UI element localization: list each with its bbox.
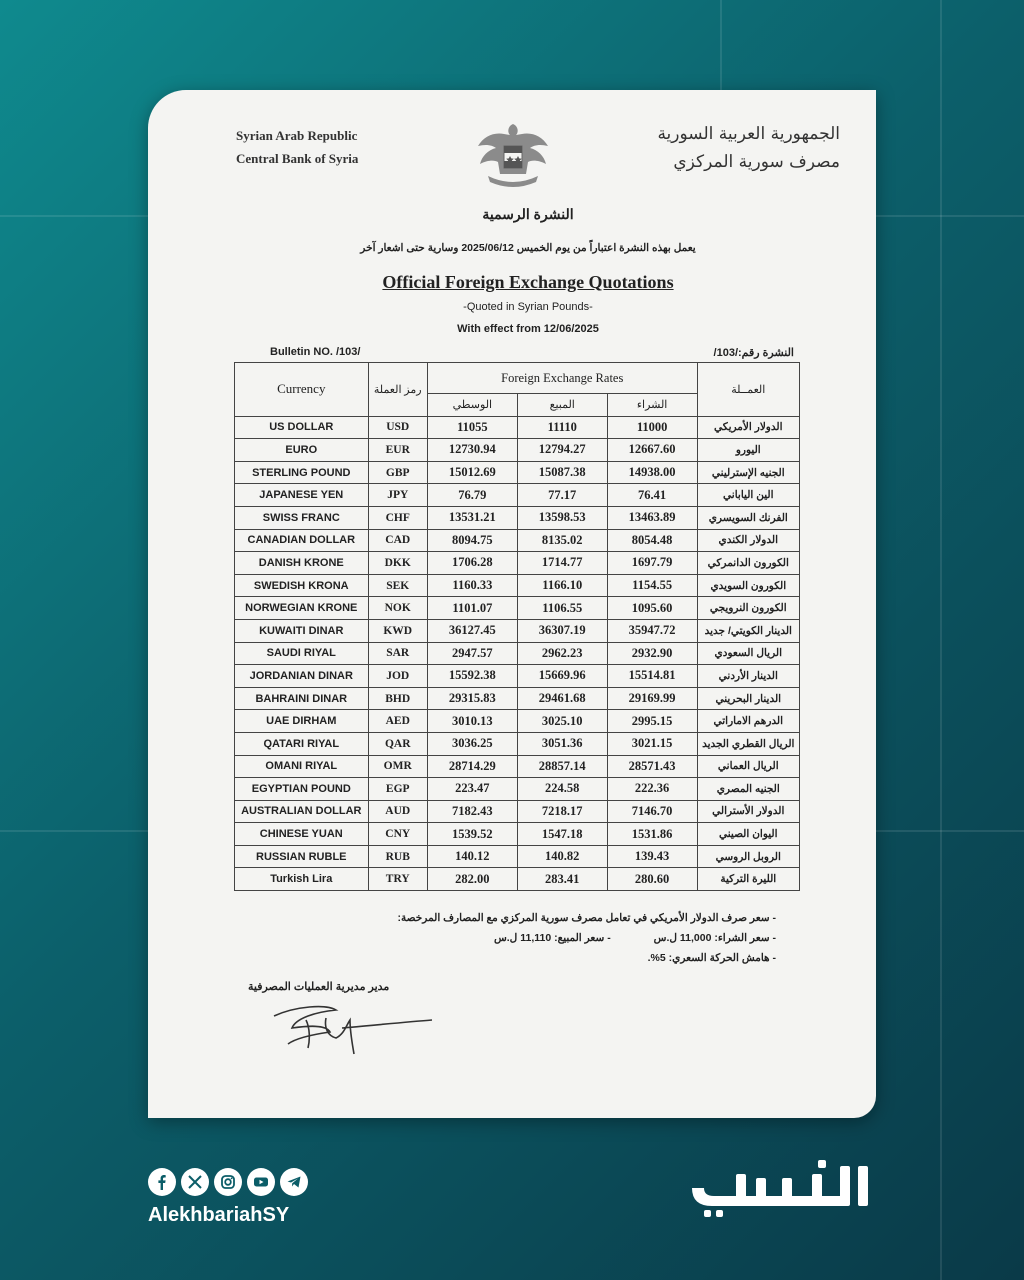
- currency-name-arabic: الفرنك السويسري: [697, 506, 799, 529]
- currency-name-arabic: اليورو: [697, 439, 799, 462]
- alekhbariah-logo: [684, 1158, 874, 1228]
- rate-buy: 1095.60: [607, 597, 697, 620]
- currency-code: JOD: [368, 665, 427, 688]
- table-row: [235, 755, 800, 778]
- currency-code: GBP: [368, 461, 427, 484]
- rate-sell: 29461.68: [517, 687, 607, 710]
- currency-code: CNY: [368, 823, 427, 846]
- col-header-mid: الوسطي: [427, 394, 517, 417]
- rate-buy: 1154.55: [607, 574, 697, 597]
- rate-sell: 3025.10: [517, 710, 607, 733]
- currency-name-arabic: الكورون الدانمركي: [697, 552, 799, 575]
- currency-name-arabic: الكورون السويدي: [697, 574, 799, 597]
- rate-mid: 1706.28: [427, 552, 517, 575]
- table-row: [235, 823, 800, 846]
- rate-buy: 28571.43: [607, 755, 697, 778]
- rate-mid: 15012.69: [427, 461, 517, 484]
- rate-sell: 12794.27: [517, 439, 607, 462]
- col-header-currency: Currency: [235, 363, 369, 417]
- bulletin-number-arabic: النشرة رقم:/103/: [713, 347, 794, 359]
- note-line: [398, 928, 776, 948]
- col-header-rates: Foreign Exchange Rates: [427, 363, 697, 394]
- rate-buy: 13463.89: [607, 506, 697, 529]
- rate-mid: 8094.75: [427, 529, 517, 552]
- currency-name: US DOLLAR: [235, 416, 369, 439]
- rate-sell: 1106.55: [517, 597, 607, 620]
- rate-sell: 28857.14: [517, 755, 607, 778]
- currency-code: EGP: [368, 778, 427, 801]
- signatory-title: مدير مديرية العمليات المصرفية: [248, 981, 390, 993]
- table-row: [235, 619, 800, 642]
- rate-buy: 222.36: [607, 778, 697, 801]
- currency-name: JAPANESE YEN: [235, 484, 369, 507]
- rate-mid: 29315.83: [427, 687, 517, 710]
- table-row: [235, 461, 800, 484]
- telegram-icon[interactable]: [280, 1168, 308, 1196]
- rate-buy: 7146.70: [607, 800, 697, 823]
- currency-name: AUSTRALIAN DOLLAR: [235, 800, 369, 823]
- table-row: [235, 687, 800, 710]
- currency-code: QAR: [368, 732, 427, 755]
- note-buy: - سعر الشراء: 11,000 ل.س: [653, 932, 776, 944]
- currency-name-arabic: الكورون النرويجي: [697, 597, 799, 620]
- currency-code: USD: [368, 416, 427, 439]
- country-name: Syrian Arab Republic: [236, 128, 358, 143]
- social-handle: AlekhbariahSY: [148, 1204, 290, 1226]
- rate-sell: 13598.53: [517, 506, 607, 529]
- table-row: [235, 642, 800, 665]
- table-row: [235, 778, 800, 801]
- currency-name: OMANI RIYAL: [235, 755, 369, 778]
- rate-buy: 14938.00: [607, 461, 697, 484]
- x-icon[interactable]: [181, 1168, 209, 1196]
- currency-name: JORDANIAN DINAR: [235, 665, 369, 688]
- instagram-icon[interactable]: [214, 1168, 242, 1196]
- english-title: Official Foreign Exchange Quotations: [382, 272, 674, 292]
- rate-sell: 1714.77: [517, 552, 607, 575]
- effective-date: With effect from 12/06/2025: [457, 323, 599, 335]
- currency-name: STERLING POUND: [235, 461, 369, 484]
- arabic-subtitle: يعمل بهذه النشرة اعتباراً من يوم الخميس 2025/06/12 وسارية حتى اشعار آخر: [360, 242, 696, 254]
- currency-name-arabic: الجنيه المصري: [697, 778, 799, 801]
- table-row: [235, 484, 800, 507]
- table-row: [235, 529, 800, 552]
- currency-name-arabic: الدينار البحريني: [697, 687, 799, 710]
- bank-name-arabic: مصرف سورية المركزي: [673, 152, 840, 172]
- arabic-title: النشرة الرسمية: [482, 206, 574, 222]
- currency-name-arabic: الريال القطري الجديد: [697, 732, 799, 755]
- rate-mid: 2947.57: [427, 642, 517, 665]
- currency-name-arabic: الجنيه الإسترليني: [697, 461, 799, 484]
- note-sell: - سعر المبيع: 11,110 ل.س: [493, 932, 611, 944]
- currency-name: KUWAITI DINAR: [235, 619, 369, 642]
- rate-buy: 8054.48: [607, 529, 697, 552]
- currency-name-arabic: الدينار الكويتي/ جديد: [697, 619, 799, 642]
- currency-name-arabic: الدولار الأسترالي: [697, 800, 799, 823]
- rate-mid: 12730.94: [427, 439, 517, 462]
- table-row: [235, 845, 800, 868]
- syrian-eagle-emblem-icon: [474, 120, 552, 190]
- rate-buy: 35947.72: [607, 619, 697, 642]
- rate-sell: 1166.10: [517, 574, 607, 597]
- rate-buy: 29169.99: [607, 687, 697, 710]
- bg-line: [940, 0, 942, 1280]
- currency-code: CHF: [368, 506, 427, 529]
- rate-buy: 11000: [607, 416, 697, 439]
- rate-buy: 76.41: [607, 484, 697, 507]
- rate-sell: 283.41: [517, 868, 607, 891]
- rate-sell: 77.17: [517, 484, 607, 507]
- rate-buy: 139.43: [607, 845, 697, 868]
- rate-mid: 1539.52: [427, 823, 517, 846]
- rate-sell: 36307.19: [517, 619, 607, 642]
- currency-name-arabic: الريال العماني: [697, 755, 799, 778]
- currency-code: JPY: [368, 484, 427, 507]
- currency-code: AUD: [368, 800, 427, 823]
- col-header-code: رمز العملة: [368, 363, 427, 417]
- currency-name-arabic: الدولار الأمريكي: [697, 416, 799, 439]
- table-row: [235, 416, 800, 439]
- rate-sell: 3051.36: [517, 732, 607, 755]
- bank-name: Central Bank of Syria: [236, 151, 359, 166]
- rate-sell: 2962.23: [517, 642, 607, 665]
- note-line: - سعر صرف الدولار الأمريكي في تعامل مصرف سورية المركزي مع المصارف المرخصة:: [397, 912, 776, 924]
- table-row: [235, 574, 800, 597]
- header-arabic: [657, 120, 840, 176]
- currency-code: NOK: [368, 597, 427, 620]
- rate-buy: 15514.81: [607, 665, 697, 688]
- rate-mid: 7182.43: [427, 800, 517, 823]
- social-icons: [148, 1168, 308, 1196]
- currency-name: DANISH KRONE: [235, 552, 369, 575]
- youtube-icon[interactable]: [247, 1168, 275, 1196]
- rate-buy: 1697.79: [607, 552, 697, 575]
- currency-code: SAR: [368, 642, 427, 665]
- currency-name: CHINESE YUAN: [235, 823, 369, 846]
- col-header-sell: المبيع: [517, 394, 607, 417]
- currency-name-arabic: الدرهم الاماراتي: [697, 710, 799, 733]
- currency-code: BHD: [368, 687, 427, 710]
- exchange-rates-table: [234, 362, 800, 891]
- table-row: [235, 597, 800, 620]
- currency-name: SWISS FRANC: [235, 506, 369, 529]
- currency-code: AED: [368, 710, 427, 733]
- bulletin-document: [148, 90, 876, 1118]
- table-row: [235, 800, 800, 823]
- currency-code: SEK: [368, 574, 427, 597]
- table-row: [235, 439, 800, 462]
- bulletin-number: Bulletin NO. /103/: [270, 346, 361, 358]
- table-row: [235, 732, 800, 755]
- currency-code: OMR: [368, 755, 427, 778]
- currency-name: EGYPTIAN POUND: [235, 778, 369, 801]
- facebook-icon[interactable]: [148, 1168, 176, 1196]
- currency-code: RUB: [368, 845, 427, 868]
- rate-mid: 223.47: [427, 778, 517, 801]
- currency-name-arabic: الروبل الروسي: [697, 845, 799, 868]
- currency-name-arabic: الليرة التركية: [697, 868, 799, 891]
- rate-mid: 3010.13: [427, 710, 517, 733]
- currency-name: NORWEGIAN KRONE: [235, 597, 369, 620]
- currency-name-arabic: الدينار الأردني: [697, 665, 799, 688]
- currency-name: EURO: [235, 439, 369, 462]
- rate-mid: 15592.38: [427, 665, 517, 688]
- rate-sell: 11110: [517, 416, 607, 439]
- bg-line: [720, 0, 722, 90]
- quoted-note: -Quoted in Syrian Pounds-: [463, 301, 593, 313]
- rate-buy: 3021.15: [607, 732, 697, 755]
- rate-buy: 1531.86: [607, 823, 697, 846]
- rate-sell: 7218.17: [517, 800, 607, 823]
- col-header-currency-arabic: العمــلة: [697, 363, 799, 417]
- rate-sell: 15087.38: [517, 461, 607, 484]
- header-english: [236, 124, 358, 170]
- currency-name: RUSSIAN RUBLE: [235, 845, 369, 868]
- rate-mid: 13531.21: [427, 506, 517, 529]
- currency-code: CAD: [368, 529, 427, 552]
- handwritten-signature: [266, 998, 436, 1060]
- currency-name: SAUDI RIYAL: [235, 642, 369, 665]
- rate-mid: 1101.07: [427, 597, 517, 620]
- country-name-arabic: الجمهورية العربية السورية: [657, 124, 840, 144]
- table-row: [235, 710, 800, 733]
- currency-name: QATARI RIYAL: [235, 732, 369, 755]
- currency-name: UAE DIRHAM: [235, 710, 369, 733]
- rate-sell: 140.82: [517, 845, 607, 868]
- rate-buy: 2995.15: [607, 710, 697, 733]
- usd-notes: [398, 908, 776, 968]
- currency-code: DKK: [368, 552, 427, 575]
- rate-mid: 76.79: [427, 484, 517, 507]
- rate-mid: 28714.29: [427, 755, 517, 778]
- table-row: [235, 868, 800, 891]
- rate-mid: 140.12: [427, 845, 517, 868]
- currency-code: EUR: [368, 439, 427, 462]
- col-header-buy: الشراء: [607, 394, 697, 417]
- currency-code: KWD: [368, 619, 427, 642]
- rate-mid: 1160.33: [427, 574, 517, 597]
- rate-mid: 282.00: [427, 868, 517, 891]
- rate-mid: 36127.45: [427, 619, 517, 642]
- note-line: - هامش الحركة السعري: 5%.: [647, 952, 776, 964]
- rate-buy: 280.60: [607, 868, 697, 891]
- rate-sell: 224.58: [517, 778, 607, 801]
- currency-name: Turkish Lira: [235, 868, 369, 891]
- currency-code: TRY: [368, 868, 427, 891]
- currency-name: SWEDISH KRONA: [235, 574, 369, 597]
- rate-mid: 3036.25: [427, 732, 517, 755]
- currency-name-arabic: الدولار الكندي: [697, 529, 799, 552]
- rate-sell: 15669.96: [517, 665, 607, 688]
- table-row: [235, 665, 800, 688]
- social-footer: [148, 1168, 308, 1227]
- rate-buy: 12667.60: [607, 439, 697, 462]
- currency-name: CANADIAN DOLLAR: [235, 529, 369, 552]
- table-row: [235, 552, 800, 575]
- currency-name: BAHRAINI DINAR: [235, 687, 369, 710]
- currency-name-arabic: اليوان الصيني: [697, 823, 799, 846]
- table-row: [235, 506, 800, 529]
- rate-sell: 1547.18: [517, 823, 607, 846]
- rate-mid: 11055: [427, 416, 517, 439]
- rate-sell: 8135.02: [517, 529, 607, 552]
- rate-buy: 2932.90: [607, 642, 697, 665]
- currency-name-arabic: الريال السعودي: [697, 642, 799, 665]
- currency-name-arabic: الين الياباني: [697, 484, 799, 507]
